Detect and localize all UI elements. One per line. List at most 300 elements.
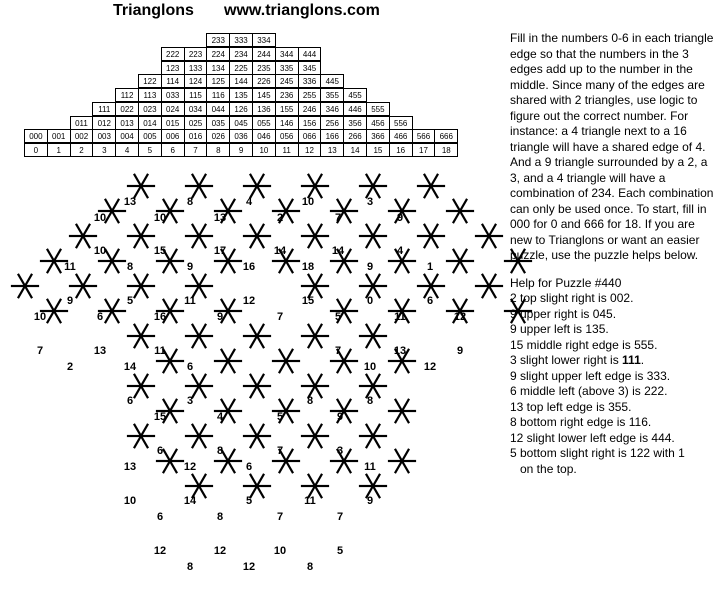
key-sum-cell: 9 xyxy=(229,143,253,157)
triangle-edge xyxy=(48,250,55,261)
triangle-target-number: 8 xyxy=(126,261,134,273)
triangle-edge xyxy=(483,286,490,297)
triangle-edge xyxy=(483,236,490,247)
key-sum-cell: 1 xyxy=(47,143,71,157)
triangle-edge xyxy=(286,350,293,361)
triangle-edge xyxy=(402,361,409,372)
triangle-edge xyxy=(135,236,142,247)
key-combo-cell: 335 xyxy=(275,61,299,75)
help-line xyxy=(510,431,716,447)
triangle-target-number: 16 xyxy=(153,311,167,323)
triangle-edge xyxy=(309,275,316,286)
triangle-edge xyxy=(315,186,322,197)
key-combo-cell: 555 xyxy=(366,102,390,116)
triangle-target-number: 15 xyxy=(153,245,167,257)
key-combo-cell: 003 xyxy=(92,129,116,143)
triangle-edge xyxy=(315,386,322,397)
triangle-target-number: 5 xyxy=(245,495,253,507)
triangle-edge xyxy=(170,450,177,461)
key-combo-cell: 034 xyxy=(184,102,208,116)
triangle-edge xyxy=(367,175,374,186)
triangle-edge xyxy=(251,475,258,486)
triangle-edge xyxy=(164,200,171,211)
triangle-edge xyxy=(402,450,409,461)
key-combo-cell: 126 xyxy=(229,102,253,116)
triangle-edge xyxy=(286,250,293,261)
triangle-edge xyxy=(193,425,200,436)
key-combo-cell: 222 xyxy=(161,47,185,61)
help-text: 6 middle left (above 3) is 222. xyxy=(510,384,668,398)
key-combo-cell: 000 xyxy=(24,129,48,143)
triangle-edge xyxy=(54,311,61,322)
key-sum-cell: 18 xyxy=(434,143,458,157)
triangle-edge xyxy=(106,250,113,261)
website-url[interactable]: www.trianglons.com xyxy=(224,2,380,19)
key-combo-cell: 005 xyxy=(138,129,162,143)
key-combo-cell: 233 xyxy=(206,33,230,47)
triangle-edge xyxy=(367,436,374,447)
key-combo-cell: 122 xyxy=(138,74,162,88)
help-heading: Help for Puzzle #440 xyxy=(510,275,622,290)
triangle-edge xyxy=(315,236,322,247)
triangle-edge xyxy=(199,186,206,197)
triangle-edge xyxy=(425,175,432,186)
triangle-edge xyxy=(257,375,264,386)
triangle-target-number: 10 xyxy=(93,212,107,224)
triangle-edge xyxy=(199,286,206,297)
triangle-edge xyxy=(309,325,316,336)
key-combo-cell: 025 xyxy=(184,116,208,130)
key-combo-cell: 023 xyxy=(138,102,162,116)
triangle-target-number: 9 xyxy=(186,261,194,273)
triangle-edge xyxy=(315,475,322,486)
key-combo-cell: 015 xyxy=(161,116,185,130)
key-combo-cell: 033 xyxy=(161,88,185,102)
triangle-edge xyxy=(402,400,409,411)
triangle-target-number: 6 xyxy=(245,461,253,473)
triangle-edge xyxy=(257,436,264,447)
key-combo-cell: 256 xyxy=(320,116,344,130)
triangle-edge xyxy=(315,486,322,497)
triangle-edge xyxy=(454,261,461,272)
triangle-target-number: 12 xyxy=(242,561,256,573)
triangle-edge xyxy=(367,336,374,347)
triangle-edge xyxy=(164,400,171,411)
triangle-edge xyxy=(141,225,148,236)
key-combo-cell: 036 xyxy=(229,129,253,143)
key-combo-cell: 112 xyxy=(115,88,139,102)
triangle-target-number: 9 xyxy=(396,212,404,224)
key-combo-cell: 444 xyxy=(298,47,322,61)
help-line xyxy=(510,462,716,478)
triangle-edge xyxy=(164,461,171,472)
triangle-edge xyxy=(170,461,177,472)
key-combo-cell: 134 xyxy=(206,61,230,75)
triangle-target-number: 12 xyxy=(423,361,437,373)
triangle-edge xyxy=(170,261,177,272)
key-combo-cell: 124 xyxy=(184,74,208,88)
triangle-edge xyxy=(309,175,316,186)
triangle-edge xyxy=(228,350,235,361)
help-line xyxy=(510,415,716,431)
triangle-edge xyxy=(367,275,374,286)
help-line xyxy=(510,353,716,369)
triangle-target-number: 10 xyxy=(33,311,47,323)
triangle-edge xyxy=(396,411,403,422)
triangle-edge xyxy=(228,261,235,272)
triangle-edge xyxy=(431,175,438,186)
key-sum-cell: 8 xyxy=(206,143,230,157)
triangle-edge xyxy=(483,275,490,286)
triangle-edge xyxy=(193,336,200,347)
triangle-edge xyxy=(19,286,26,297)
triangle-edge xyxy=(135,286,142,297)
key-combo-cell: 366 xyxy=(366,129,390,143)
triangle-edge xyxy=(83,286,90,297)
triangle-target-number: 13 xyxy=(213,212,227,224)
title: Trianglons xyxy=(113,2,194,19)
triangle-edge xyxy=(164,361,171,372)
triangle-edge xyxy=(77,236,84,247)
triangle-edge xyxy=(141,375,148,386)
triangle-edge xyxy=(396,461,403,472)
triangle-edge xyxy=(25,286,32,297)
triangle-edge xyxy=(344,250,351,261)
triangle-edge xyxy=(170,211,177,222)
triangle-edge xyxy=(344,461,351,472)
triangle-edge xyxy=(280,200,287,211)
triangle-edge xyxy=(454,211,461,222)
triangle-edge xyxy=(460,261,467,272)
triangle-edge xyxy=(141,236,148,247)
triangle-edge xyxy=(280,361,287,372)
key-combo-cell: 566 xyxy=(412,129,436,143)
help-text: 2 top slight right is 002. xyxy=(510,291,634,305)
triangle-edge xyxy=(106,261,113,272)
key-combo-cell: 355 xyxy=(320,88,344,102)
triangle-edge xyxy=(54,300,61,311)
triangle-edge xyxy=(315,375,322,386)
triangle-edge xyxy=(141,336,148,347)
help-text: 9 upper right is 045. xyxy=(510,306,617,321)
triangle-edge xyxy=(373,336,380,347)
triangle-edge xyxy=(222,361,229,372)
triangle-target-number: 11 xyxy=(364,461,376,473)
instructions-text: Fill in the numbers 0-6 in each triangle edge so that the numbers in the 3 edges add up to the number in the middle. Since many of the edges are shared with 2 triangles, use logic to figure out the correct number. For instance: a 4 triangle next to a 16 triangle will have a shared edge of 4. And a 9 triangle surrounded by a 2, a 3, and a 4 triangle will have a combination of 234. Each combination can only be used once. To start, fill in 000 for 0 and 666 for 18. If you are new to Trianglons or want an easier puzzle, use the puzzle helps below. xyxy=(510,31,714,262)
triangle-edge xyxy=(344,400,351,411)
triangle-edge xyxy=(112,311,119,322)
triangle-target-number: 9 xyxy=(456,345,464,357)
key-combo-cell: 113 xyxy=(138,88,162,102)
triangle-edge xyxy=(367,225,374,236)
triangle-edge xyxy=(338,361,345,372)
triangle-edge xyxy=(489,275,496,286)
triangle-edge xyxy=(112,261,119,272)
triangle-edge xyxy=(315,325,322,336)
help-text: 111 xyxy=(622,353,641,367)
triangle-edge xyxy=(460,200,467,211)
triangle-edge xyxy=(25,275,32,286)
triangle-target-number: 9 xyxy=(366,495,374,507)
triangle-edge xyxy=(402,261,409,272)
triangle-edge xyxy=(77,275,84,286)
help-line xyxy=(510,446,716,462)
key-combo-cell: 024 xyxy=(161,102,185,116)
triangle-edge xyxy=(48,311,55,322)
key-sum-cell: 6 xyxy=(161,143,185,157)
triangle-target-number: 7 xyxy=(36,345,44,357)
help-line xyxy=(510,369,716,385)
triangle-edge xyxy=(228,411,235,422)
triangle-target-number: 8 xyxy=(186,196,194,208)
triangle-edge xyxy=(170,311,177,322)
triangle-edge xyxy=(396,200,403,211)
key-combo-cell: 225 xyxy=(229,61,253,75)
triangle-target-number: 4 xyxy=(245,196,253,208)
triangle-target-number: 18 xyxy=(301,261,315,273)
key-combo-cell: 466 xyxy=(389,129,413,143)
triangle-edge xyxy=(193,475,200,486)
triangle-edge xyxy=(402,411,409,422)
triangle-edge xyxy=(396,400,403,411)
triangle-edge xyxy=(309,425,316,436)
triangle-edge xyxy=(164,450,171,461)
triangle-edge xyxy=(402,461,409,472)
triangle-edge xyxy=(315,436,322,447)
key-sum-cell: 4 xyxy=(115,143,139,157)
key-combo-cell: 125 xyxy=(206,74,230,88)
triangle-edge xyxy=(193,325,200,336)
triangle-edge xyxy=(338,261,345,272)
triangle-edge xyxy=(454,250,461,261)
triangle-edge xyxy=(193,386,200,397)
triangle-edge xyxy=(425,275,432,286)
triangle-edge xyxy=(344,450,351,461)
key-combo-cell: 066 xyxy=(298,129,322,143)
triangle-edge xyxy=(315,225,322,236)
triangle-target-number: 10 xyxy=(153,212,167,224)
triangle-edge xyxy=(315,425,322,436)
triangle-edge xyxy=(228,211,235,222)
triangle-target-number: 12 xyxy=(242,295,256,307)
triangle-edge xyxy=(228,450,235,461)
key-combo-cell: 014 xyxy=(138,116,162,130)
key-combo-cell: 224 xyxy=(206,47,230,61)
key-combo-cell: 111 xyxy=(92,102,116,116)
triangle-edge xyxy=(251,236,258,247)
help-text: 13 top left edge is 355. xyxy=(510,399,632,414)
triangle-edge xyxy=(315,336,322,347)
triangle-edge xyxy=(170,200,177,211)
triangle-target-number: 6 xyxy=(96,311,104,323)
triangle-edge xyxy=(141,186,148,197)
triangle-target-number: 15 xyxy=(153,411,167,423)
triangle-edge xyxy=(402,300,409,311)
triangle-target-number: 9 xyxy=(216,311,224,323)
key-combo-cell: 002 xyxy=(70,129,94,143)
triangle-edge xyxy=(251,325,258,336)
key-combo-cell: 055 xyxy=(252,116,276,130)
triangle-edge xyxy=(135,175,142,186)
triangle-edge xyxy=(199,236,206,247)
triangle-edge xyxy=(315,275,322,286)
key-sum-cell: 13 xyxy=(320,143,344,157)
triangle-edge xyxy=(309,375,316,386)
key-combo-cell: 234 xyxy=(229,47,253,61)
key-sum-cell: 7 xyxy=(184,143,208,157)
triangle-edge xyxy=(315,286,322,297)
triangle-edge xyxy=(344,261,351,272)
triangle-edge xyxy=(106,300,113,311)
triangle-edge xyxy=(344,411,351,422)
triangle-edge xyxy=(54,250,61,261)
help-line xyxy=(510,322,716,338)
triangle-edge xyxy=(425,186,432,197)
help-text: 9 upper left is 135. xyxy=(510,322,609,336)
triangle-edge xyxy=(344,361,351,372)
triangle-edge xyxy=(280,261,287,272)
triangle-target-number: 0 xyxy=(366,295,374,307)
triangle-edge xyxy=(135,325,142,336)
triangle-target-number: 3 xyxy=(186,395,194,407)
triangle-edge xyxy=(106,211,113,222)
triangle-edge xyxy=(483,225,490,236)
triangle-target-number: 7 xyxy=(336,511,344,523)
triangle-edge xyxy=(83,236,90,247)
triangle-edge xyxy=(170,361,177,372)
triangle-target-number: 6 xyxy=(186,361,194,373)
triangle-edge xyxy=(344,350,351,361)
triangle-target-number: 10 xyxy=(93,245,107,257)
triangle-edge xyxy=(367,236,374,247)
triangle-edge xyxy=(199,436,206,447)
key-sum-cell: 11 xyxy=(275,143,299,157)
triangle-edge xyxy=(489,236,496,247)
triangle-edge xyxy=(251,425,258,436)
triangle-edge xyxy=(170,250,177,261)
triangle-edge xyxy=(373,286,380,297)
key-combo-cell: 223 xyxy=(184,47,208,61)
triangle-edge xyxy=(199,175,206,186)
triangle-target-number: 8 xyxy=(366,395,374,407)
triangle-edge xyxy=(164,300,171,311)
triangle-edge xyxy=(396,450,403,461)
triangle-edge xyxy=(286,200,293,211)
help-list xyxy=(510,291,716,477)
triangle-edge xyxy=(454,200,461,211)
triangle-edge xyxy=(338,400,345,411)
help-line xyxy=(510,384,716,400)
triangle-edge xyxy=(373,425,380,436)
triangle-target-number: 6 xyxy=(156,445,164,457)
triangle-edge xyxy=(135,336,142,347)
triangle-target-number: 7 xyxy=(334,212,342,224)
triangle-edge xyxy=(338,200,345,211)
triangle-edge xyxy=(251,375,258,386)
key-combo-cell: 116 xyxy=(206,88,230,102)
triangle-edge xyxy=(193,186,200,197)
triangle-edge xyxy=(135,275,142,286)
triangle-target-number: 11 xyxy=(304,495,316,507)
key-combo-cell: 022 xyxy=(115,102,139,116)
triangle-edge xyxy=(251,386,258,397)
key-combo-cell: 016 xyxy=(184,129,208,143)
triangle-edge xyxy=(257,175,264,186)
triangle-target-number: 14 xyxy=(123,361,137,373)
key-combo-cell: 006 xyxy=(161,129,185,143)
triangle-edge xyxy=(309,236,316,247)
key-sum-cell: 0 xyxy=(24,143,48,157)
triangle-target-number: 11 xyxy=(154,345,166,357)
key-combo-cell: 123 xyxy=(161,61,185,75)
triangle-target-number: 6 xyxy=(426,295,434,307)
help-text: 5 bottom slight right is 122 with 1 xyxy=(510,446,685,460)
help-text: . xyxy=(640,353,645,367)
triangle-edge xyxy=(431,236,438,247)
key-combo-cell: 044 xyxy=(206,102,230,116)
triangle-target-number: 6 xyxy=(126,395,134,407)
triangle-edge xyxy=(344,211,351,222)
key-combo-cell: 456 xyxy=(366,116,390,130)
triangle-edge xyxy=(309,336,316,347)
key-combo-cell: 035 xyxy=(206,116,230,130)
triangle-edge xyxy=(373,275,380,286)
triangle-edge xyxy=(222,300,229,311)
triangle-edge xyxy=(199,386,206,397)
triangle-edge xyxy=(77,225,84,236)
triangle-target-number: 8 xyxy=(216,445,224,457)
key-sum-cell: 2 xyxy=(70,143,94,157)
triangle-edge xyxy=(193,375,200,386)
triangle-edge xyxy=(257,336,264,347)
triangle-edge xyxy=(19,275,26,286)
triangle-edge xyxy=(373,225,380,236)
triangle-edge xyxy=(228,311,235,322)
triangle-edge xyxy=(309,475,316,486)
key-combo-cell: 115 xyxy=(184,88,208,102)
key-sum-cell: 14 xyxy=(343,143,367,157)
triangle-edge xyxy=(286,361,293,372)
triangle-edge xyxy=(344,300,351,311)
triangle-edge xyxy=(83,225,90,236)
triangle-edge xyxy=(373,175,380,186)
triangle-edge xyxy=(170,350,177,361)
triangle-edge xyxy=(367,475,374,486)
key-combo-cell: 026 xyxy=(206,129,230,143)
triangle-target-number: 5 xyxy=(276,411,284,423)
triangle-edge xyxy=(257,236,264,247)
triangle-edge xyxy=(367,425,374,436)
triangle-edge xyxy=(228,200,235,211)
key-combo-cell: 045 xyxy=(229,116,253,130)
triangle-edge xyxy=(257,225,264,236)
triangle-edge xyxy=(280,400,287,411)
triangle-edge xyxy=(222,400,229,411)
triangle-edge xyxy=(286,411,293,422)
triangle-target-number: 8 xyxy=(306,561,314,573)
triangle-edge xyxy=(135,425,142,436)
triangle-target-number: 5 xyxy=(336,545,344,557)
key-sum-cell: 5 xyxy=(138,143,162,157)
key-combo-cell: 255 xyxy=(298,88,322,102)
triangle-edge xyxy=(228,250,235,261)
triangle-target-number: 13 xyxy=(393,345,407,357)
key-combo-cell: 556 xyxy=(389,116,413,130)
triangle-edge xyxy=(193,225,200,236)
triangle-edge xyxy=(135,386,142,397)
key-combo-cell: 356 xyxy=(343,116,367,130)
triangle-edge xyxy=(112,250,119,261)
